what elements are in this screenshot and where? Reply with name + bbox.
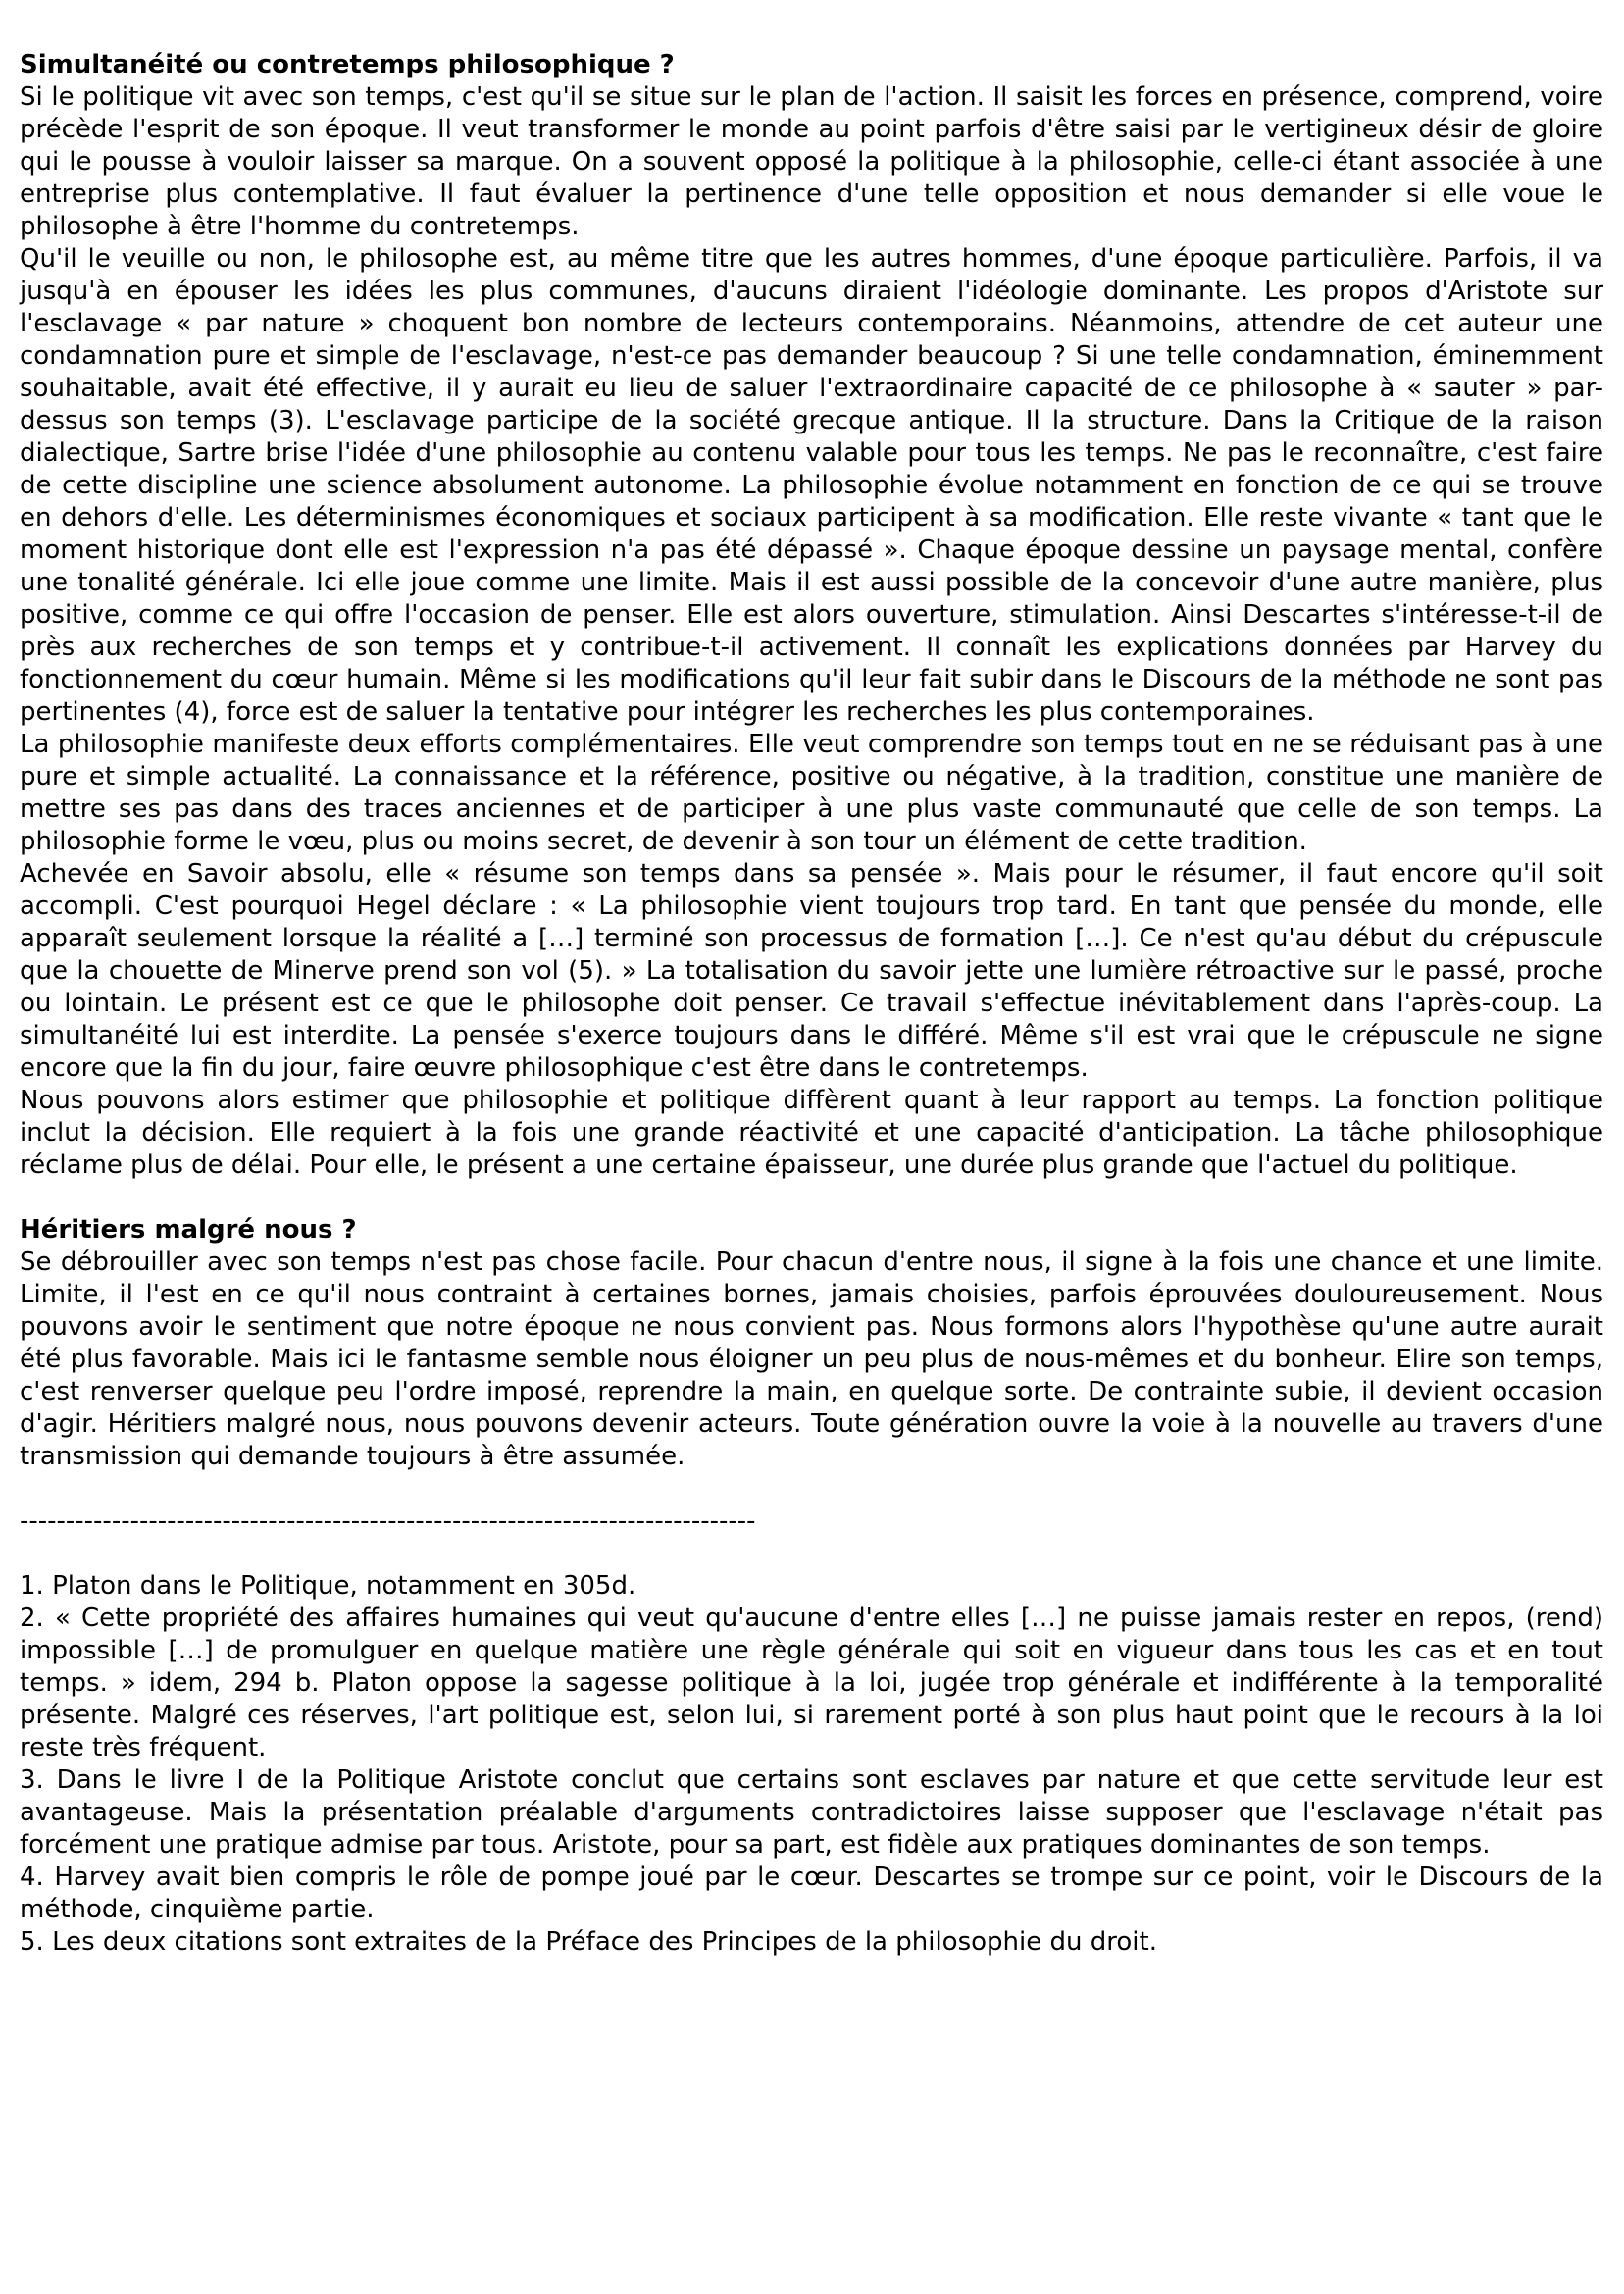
footnote-2: 2. « Cette propriété des affaires humaines qui veut qu'aucune d'entre elles […] ne puisse jamais rester en repos, (rend) impossible […] de promulguer en quelque matière une règle générale qui soit en vigueur dans tous les cas et en tout temps. » idem, 294 b. Platon oppose la sagesse politique à la loi, jugée trop générale et indifférente à la temporalité présente. Malgré ces réserves, l'art politique est, selon lui, si rarement porté à son plus haut point que le recours à la loi reste très fréquent. bbox=[20, 1604, 1603, 1762]
section-heading-heritiers: Héritiers malgré nous ? bbox=[20, 1215, 357, 1245]
footnote-5: 5. Les deux citations sont extraites de la Préface des Principes de la philosophie du droit. bbox=[20, 1927, 1157, 1957]
spacer bbox=[20, 1182, 1603, 1214]
paragraph: Nous pouvons alors estimer que philosophie et politique diffèrent quant à leur rapport au temps. La fonction politique inclut la décision. Elle requiert à la fois une grande réactivité et une capacité d'anticipation. La tâche philosophique réclame plus de délai. Pour elle, le présent a une certaine épaisseur, une durée plus grande que l'actuel du politique. bbox=[20, 1086, 1603, 1180]
paragraph: La philosophie manifeste deux efforts complémentaires. Elle veut comprendre son temps tout en ne se réduisant pas à une pure et simple actualité. La connaissance et la référence, positive ou négative, à la tradition, constitue une manière de mettre ses pas dans des traces anciennes et de participer à une plus vaste communauté que celle de son temps. La philosophie forme le vœu, plus ou moins secret, de devenir à son tour un élément de cette tradition. bbox=[20, 730, 1603, 856]
footnote-separator: -------------------------------------------------------------------------------- bbox=[20, 1506, 756, 1536]
section-heading-simultaneite: Simultanéité ou contretemps philosophique ? bbox=[20, 50, 675, 79]
paragraph: Si le politique vit avec son temps, c'est qu'il se situe sur le plan de l'action. Il saisit les forces en présence, comprend, voire précède l'esprit de son époque. Il veut transformer le monde au point parfois d'être saisi par le vertigineux désir de gloire qui le pousse à vouloir laisser sa marque. On a souvent opposé la politique à la philosophie, celle-ci étant associée à une entreprise plus contemplative. Il faut évaluer la pertinence d'une telle opposition et nous demander si elle voue le philosophe à être l'homme du contretemps. bbox=[20, 82, 1603, 241]
paragraph: Achevée en Savoir absolu, elle « résume son temps dans sa pensée ». Mais pour le résumer, il faut encore qu'il soit accompli. C'est pourquoi Hegel déclare : « La philosophie vient toujours trop tard. En tant que pensée du monde, elle apparaît seulement lorsque la réalité a […] terminé son processus de formation […]. Ce n'est qu'au début du crépuscule que la chouette de Minerve prend son vol (5). » La totalisation du savoir jette une lumière rétroactive sur le passé, proche ou lointain. Le présent est ce que le philosophe doit penser. Ce travail s'effectue inévitablement dans l'après-coup. La simultanéité lui est interdite. La pensée s'exerce toujours dans le différé. Même s'il est vrai que le crépuscule ne signe encore que la fin du jour, faire œuvre philosophique c'est être dans le contretemps. bbox=[20, 859, 1603, 1083]
footnote-1: 1. Platon dans le Politique, notamment en 305d. bbox=[20, 1571, 636, 1601]
paragraph: Se débrouiller avec son temps n'est pas chose facile. Pour chacun d'entre nous, il signe à la fois une chance et une limite. Limite, il l'est en ce qu'il nous contraint à certaines bornes, jamais choisies, parfois éprouvées douloureusement. Nous pouvons avoir le sentiment que notre époque ne nous convient pas. Nous formons alors l'hypothèse qu'une autre aurait été plus favorable. Mais ici le fantasme semble nous éloigner un peu plus de nous-mêmes et du bonheur. Elire son temps, c'est renverser quelque peu l'ordre imposé, reprendre la main, en quelque sorte. De contrainte subie, il devient occasion d'agir. Héritiers malgré nous, nous pouvons devenir acteurs. Toute génération ouvre la voie à la nouvelle au travers d'une transmission qui demande toujours à être assumée. bbox=[20, 1248, 1603, 1471]
footnote-4: 4. Harvey avait bien compris le rôle de pompe joué par le cœur. Descartes se trompe sur ce point, voir le Discours de la méthode, cinquième partie. bbox=[20, 1862, 1603, 1924]
spacer bbox=[20, 1473, 1603, 1505]
document-page bbox=[20, 49, 1603, 1959]
footnote-3: 3. Dans le livre I de la Politique Aristote conclut que certains sont esclaves par nature et que cette servitude leur est avantageuse. Mais la présentation préalable d'arguments contradictoires laisse supposer que l'esclavage n'était pas forcément une pratique admise par tous. Aristote, pour sa part, est fidèle aux pratiques dominantes de son temps. bbox=[20, 1765, 1603, 1860]
paragraph: Qu'il le veuille ou non, le philosophe est, au même titre que les autres hommes, d'une époque particulière. Parfois, il va jusqu'à en épouser les idées les plus communes, d'aucuns diraient l'idéologie dominante. Les propos d'Aristote sur l'esclavage « par nature » choquent bon nombre de lecteurs contemporains. Néanmoins, attendre de cet auteur une condamnation pure et simple de l'esclavage, n'est-ce pas demander beaucoup ? Si une telle condamnation, éminemment souhaitable, avait été effective, il y aurait eu lieu de saluer l'extraordinaire capacité de ce philosophe à « sauter » par-dessus son temps (3). L'esclavage participe de la société grecque antique. Il la structure. Dans la Critique de la raison dialectique, Sartre brise l'idée d'une philosophie au contenu valable pour tous les temps. Ne pas le reconnaître, c'est faire de cette discipline une science absolument autonome. La philosophie évolue notamment en fonction de ce qui se trouve en dehors d'elle. Les déterminismes économiques et sociaux participent à sa modification. Elle reste vivante « tant que le moment historique dont elle est l'expression n'a pas été dépassé ». Chaque époque dessine un paysage mental, confère une tonalité générale. Ici elle joue comme une limite. Mais il est aussi possible de la concevoir d'une autre manière, plus positive, comme ce qui offre l'occasion de penser. Elle est alors ouverture, stimulation. Ainsi Descartes s'intéresse-t-il de près aux recherches de son temps et y contribue-t-il activement. Il connaît les explications données par Harvey du fonctionnement du cœur humain. Même si les modifications qu'il leur fait subir dans le Discours de la méthode ne sont pas pertinentes (4), force est de saluer la tentative pour intégrer les recherches les plus contemporaines. bbox=[20, 244, 1603, 727]
spacer bbox=[20, 1538, 1603, 1570]
